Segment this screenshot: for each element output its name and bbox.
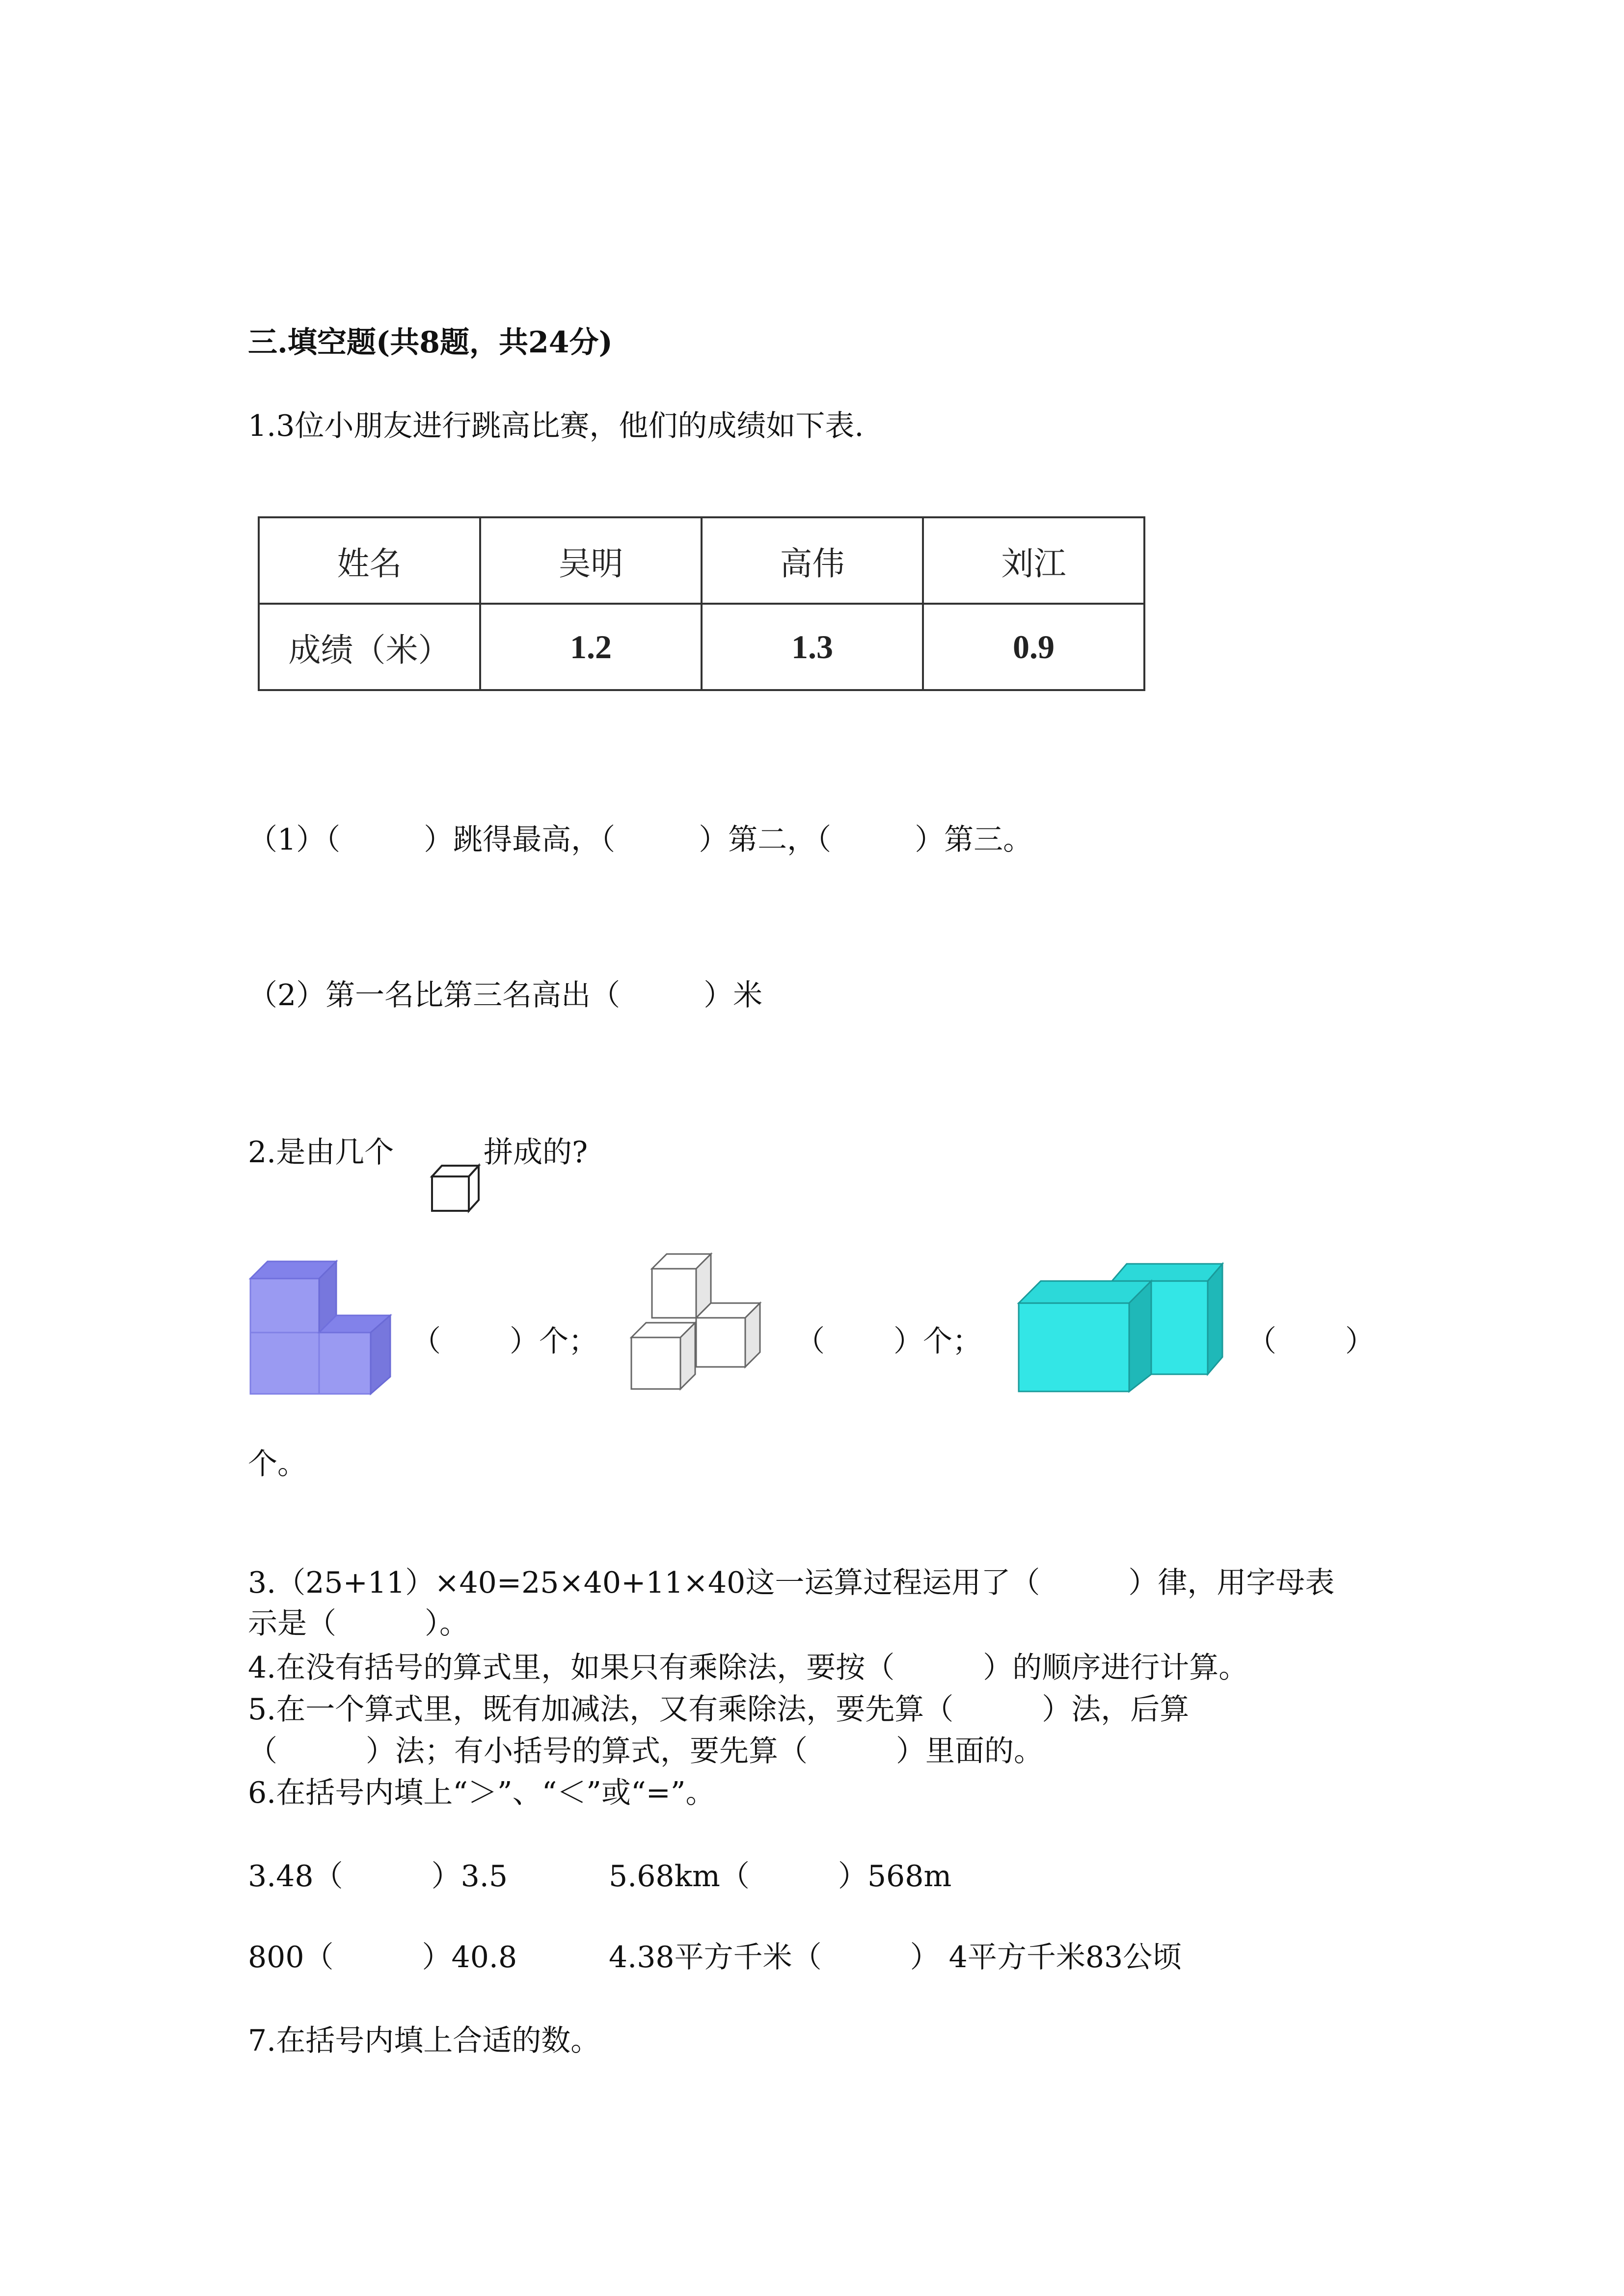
table-cell: 1.3 [702,604,923,690]
q2-trailing: 个。 [248,1447,307,1481]
q2-blank-1 [411,1320,598,1362]
q2-open-paren: （ [795,1324,825,1359]
table-cell: 0.9 [923,604,1144,690]
q2-close-paren: ）个； [893,1324,982,1359]
q1-intro: 1.3位小朋友进行跳高比赛，他们的成绩如下表. [248,409,864,443]
unit-cube-icon [427,1161,486,1215]
q1-sub1-part: ）第二，（ [699,823,832,857]
q2-open-paren: （ [411,1324,441,1359]
q6-row1-b: 5.68km（ ）568m [609,1859,952,1894]
q2-prompt-b: 拼成的? [484,1135,588,1170]
q1-sub2-part: （2）第一名比第三名高出（ [248,978,621,1013]
q4-text: 4.在没有括号的算式里，如果只有乘除法，要按（ ）的顺序进行计算。 [248,1651,1248,1685]
q1-sub2 [248,974,762,1016]
q3-line1: 3.（25+11）×40=25×40+11×40这一运算过程运用了（ ）律，用字母表 [248,1566,1335,1600]
white-cube-figure [627,1249,780,1401]
q3-line2: 示是（ ）。 [248,1606,469,1641]
purple-cube-figure [248,1256,395,1399]
table-row [259,517,1144,604]
table-cell: 成绩（米） [259,604,480,690]
score-table [258,516,1145,691]
table-cell: 刘江 [923,517,1144,604]
q6-row2-b: 4.38平方千米（ ） 4平方千米83公顷 [609,1940,1182,1975]
q1-sub1-part: （1）（ [248,823,341,857]
q1-sub1-part: ）第三。 [915,823,1033,857]
q6-text: 6.在括号内填上“＞”、“＜”或“=”。 [248,1776,715,1810]
table-row [259,604,1144,690]
q2-open-paren: （ [1247,1324,1276,1359]
q6-row2-a: 800（ ）40.8 [248,1940,517,1975]
q2-blank-2 [795,1320,982,1362]
table-cell: 姓名 [259,517,480,604]
section-heading: 三.填空题(共8题，共24分) [248,325,613,360]
q6-row1-a: 3.48（ ）3.5 [248,1859,508,1894]
q5-line1: 5.在一个算式里，既有加减法，又有乘除法，要先算（ ）法，后算 [248,1692,1190,1727]
table-cell: 1.2 [480,604,702,690]
q2-close-paren: ）个； [510,1324,598,1359]
q2-close-paren: ） [1345,1324,1375,1359]
q1-sub2-part: ）米 [704,978,763,1013]
q1-sub1 [248,819,1032,861]
q5-line2: （ ）法；有小括号的算式，要先算（ ）里面的。 [248,1734,1043,1768]
q2-prompt-a: 2.是由几个 [248,1135,394,1170]
cyan-cube-figure [1016,1261,1237,1394]
table-cell: 吴明 [480,517,702,604]
q7-text: 7.在括号内填上合适的数。 [248,2024,600,2058]
q2-blank-3 [1247,1320,1375,1362]
table-cell: 高伟 [702,517,923,604]
q1-sub1-part: ）跳得最高，（ [424,823,616,857]
